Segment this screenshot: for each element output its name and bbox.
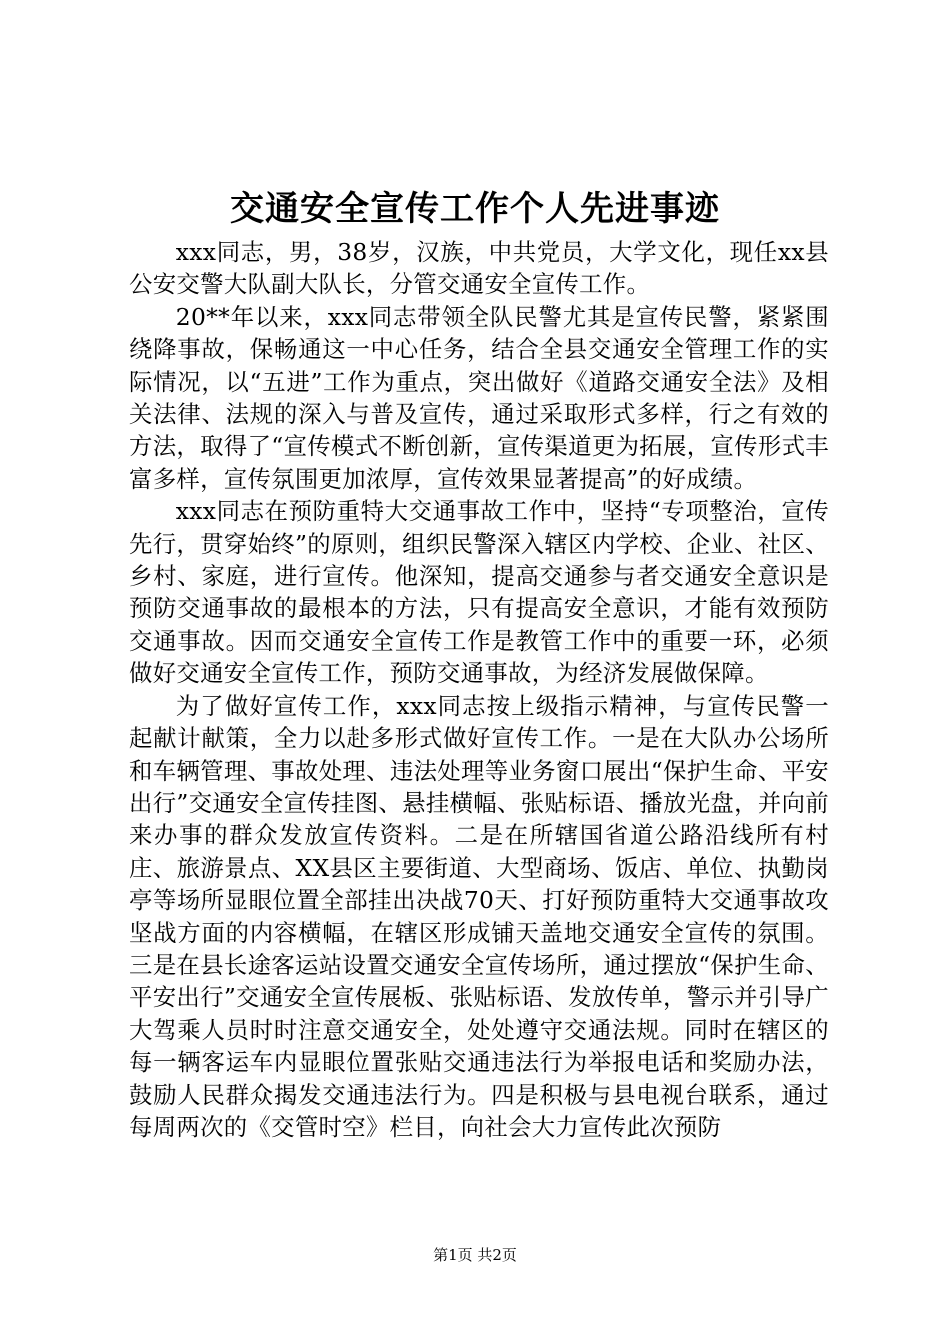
document-title: 交通安全宣传工作个人先进事迹	[230, 189, 720, 229]
document-body	[129, 236, 829, 1143]
paragraph-1: xxx同志，男，38岁，汉族，中共党员，大学文化，现任xx县公安交警大队副大队长，分管交通安全宣传工作。	[129, 238, 829, 299]
paragraph-3: xxx同志在预防重特大交通事故工作中，坚持“专项整治，宣传先行，贯穿始终”的原则，组织民警深入辖区内学校、企业、社区、乡村、家庭，进行宣传。他深知，提高交通参与者交通安全意识是预防交通事故的最根本的方法，只有提高安全意识，才能有效预防交通事故。因而交通安全宣传工作是教管工作中的重要一环，必须做好交通安全宣传工作，预防交通事故，为经济发展做保障。	[129, 497, 829, 688]
paragraph-4: 为了做好宣传工作，xxx同志按上级指示精神，与宣传民警一起献计献策，全力以赴多形式做好宣传工作。一是在大队办公场所和车辆管理、事故处理、违法处理等业务窗口展出“保护生命、平安出行”交通安全宣传挂图、悬挂横幅、张贴标语、播放光盘，并向前来办事的群众发放宣传资料。二是在所辖国省道公路沿线所有村庄、旅游景点、XX县区主要街道、大型商场、饭店、单位、执勤岗亭等场所显眼位置全部挂出决战70天、打好预防重特大交通事故攻坚战方面的内容横幅，在辖区形成铺天盖地交通安全宣传的氛围。三是在县长途客运站设置交通安全宣传场所，通过摆放“保护生命、平安出行”交通安全宣传展板、张贴标语、发放传单，警示并引导广大驾乘人员时时注意交通安全，处处遵守交通法规。同时在辖区的每一辆客运车内显眼位置张贴交通违法行为举报电话和奖励办法，鼓励人民群众揭发交通违法行为。四是积极与县电视台联系，通过每周两次的《交管时空》栏目，向社会大力宣传此次预防	[129, 691, 829, 1141]
page-footer: 第1页 共2页	[433, 1246, 517, 1264]
paragraph-2: 20**年以来，xxx同志带领全队民警尤其是宣传民警，紧紧围绕降事故，保畅通这一中心任务，结合全县交通安全管理工作的实际情况，以“五进”工作为重点，突出做好《道路交通安全法》及相关法律、法规的深入与普及宣传，通过采取形式多样，行之有效的方法，取得了“宣传模式不断创新，宣传渠道更为拓展，宣传形式丰富多样，宣传氛围更加浓厚，宣传效果显著提高”的好成绩。	[129, 302, 829, 493]
